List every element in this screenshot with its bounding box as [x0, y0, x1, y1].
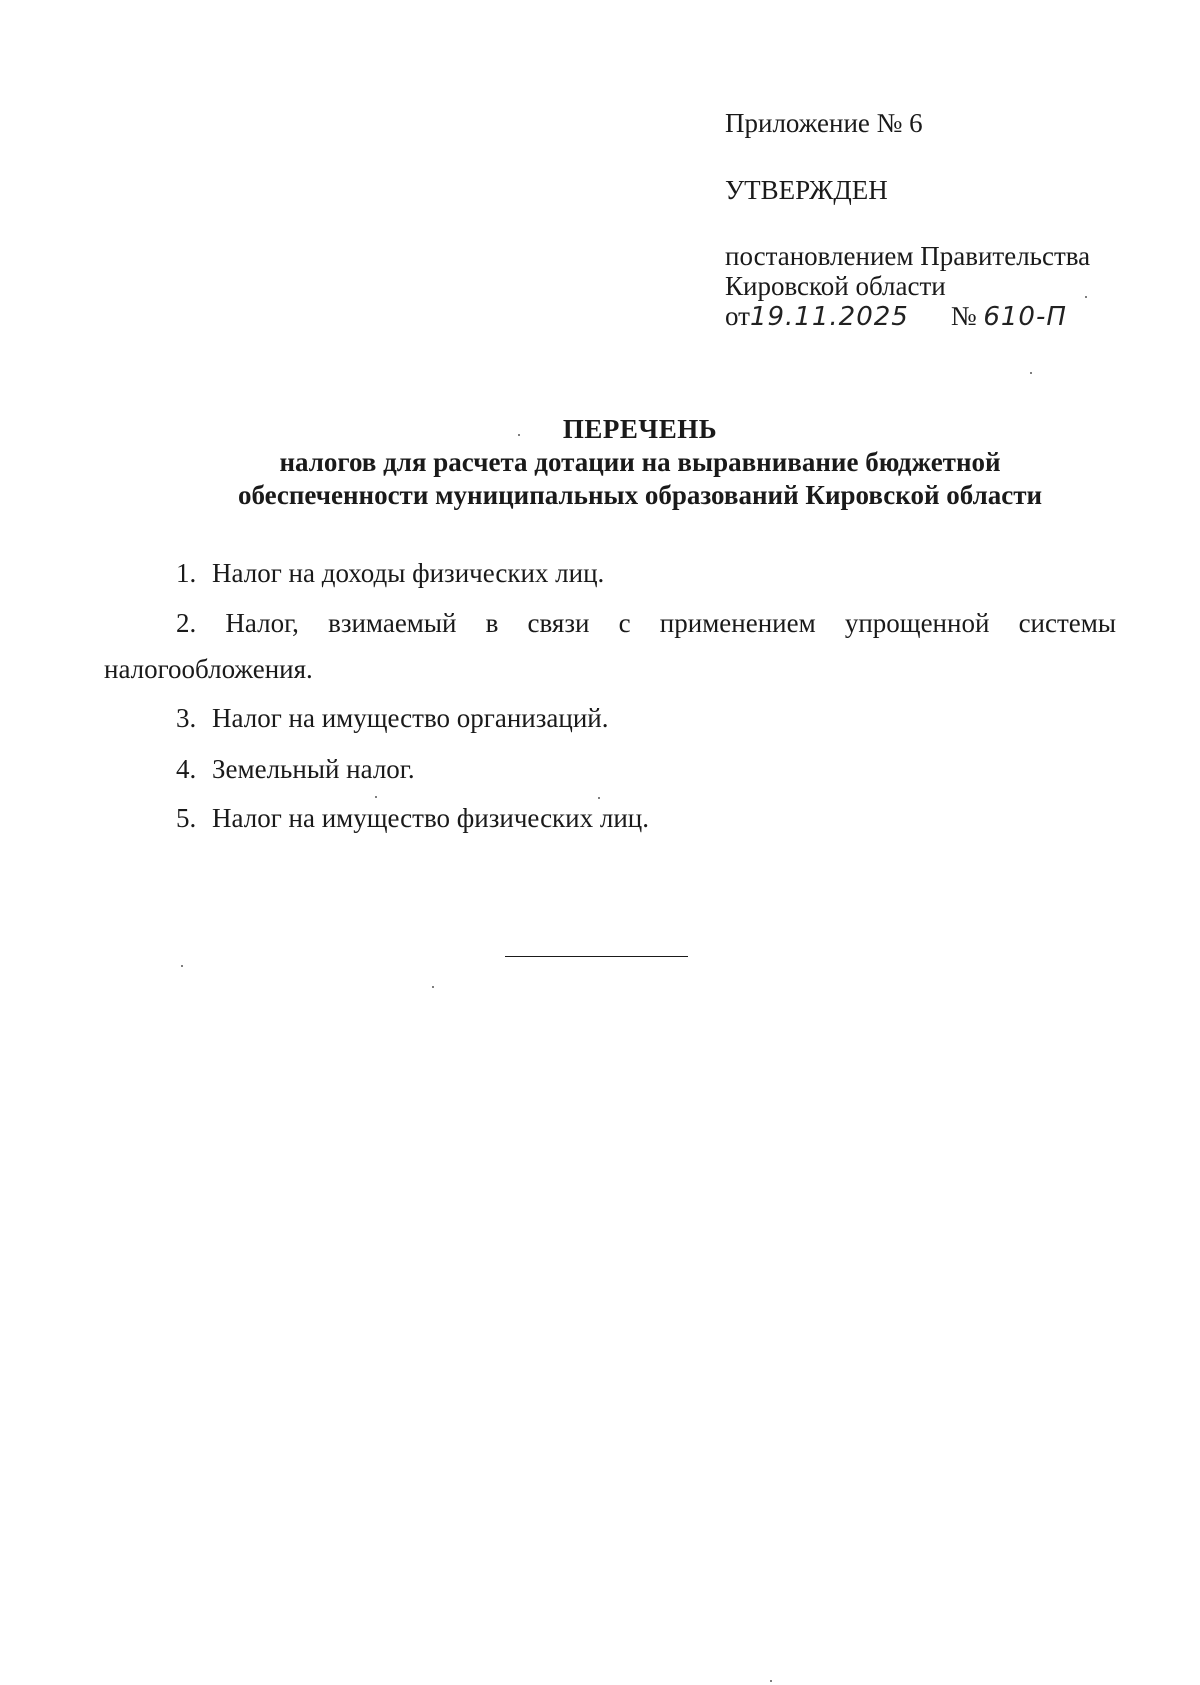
approval-block [725, 108, 1145, 332]
annex-number: Приложение № 6 [725, 108, 923, 138]
decree-line-2: Кировской области [725, 271, 946, 301]
list-item [104, 600, 1116, 692]
list-item-text: Налог на имущество организаций. [212, 703, 609, 733]
list-item [176, 754, 1116, 785]
scan-speck [1085, 296, 1087, 298]
approved-label: УТВЕРЖДЕН [725, 175, 888, 205]
list-item [176, 703, 1116, 734]
document-subtitle-line-1: налогов для расчета дотации на выравнивание бюджетной [279, 447, 1001, 477]
list-item-number: 1. [176, 558, 197, 588]
scan-speck [375, 796, 377, 798]
scan-speck [598, 797, 600, 799]
list-item-text: Налог на имущество физических лиц. [212, 803, 649, 833]
scan-speck [432, 986, 434, 988]
end-divider [505, 956, 688, 957]
document-title: ПЕРЕЧЕНЬ [562, 414, 718, 444]
list-item [176, 558, 1116, 589]
list-item-text: Налог, взимаемый в связи с применением упрощенной системы налогообложения. [104, 608, 1117, 684]
decree-date-line [725, 301, 1145, 332]
document-subtitle-line-2: обеспеченности муниципальных образований Кировской области [237, 480, 1043, 510]
list-item-number: 3. [176, 703, 197, 733]
number-sign: № [950, 301, 977, 331]
decree-reference [725, 241, 1145, 332]
list-item-text: Земельный налог. [212, 754, 415, 784]
list-item-number: 2. [176, 608, 197, 638]
handwritten-number: 610-П [983, 302, 1067, 332]
scan-speck [181, 965, 183, 967]
scan-speck [770, 1680, 772, 1682]
list-item-text: Налог на доходы физических лиц. [212, 558, 605, 588]
date-prefix: от [725, 301, 750, 331]
scan-speck [1030, 372, 1032, 374]
decree-line-1: постановлением Правительства [725, 241, 1091, 271]
list-item-number: 5. [176, 803, 197, 833]
handwritten-date: 19.11.2025 [749, 302, 909, 332]
document-heading [160, 413, 1120, 512]
list-item [176, 803, 1116, 834]
list-item-number: 4. [176, 754, 197, 784]
scan-speck [518, 434, 520, 436]
